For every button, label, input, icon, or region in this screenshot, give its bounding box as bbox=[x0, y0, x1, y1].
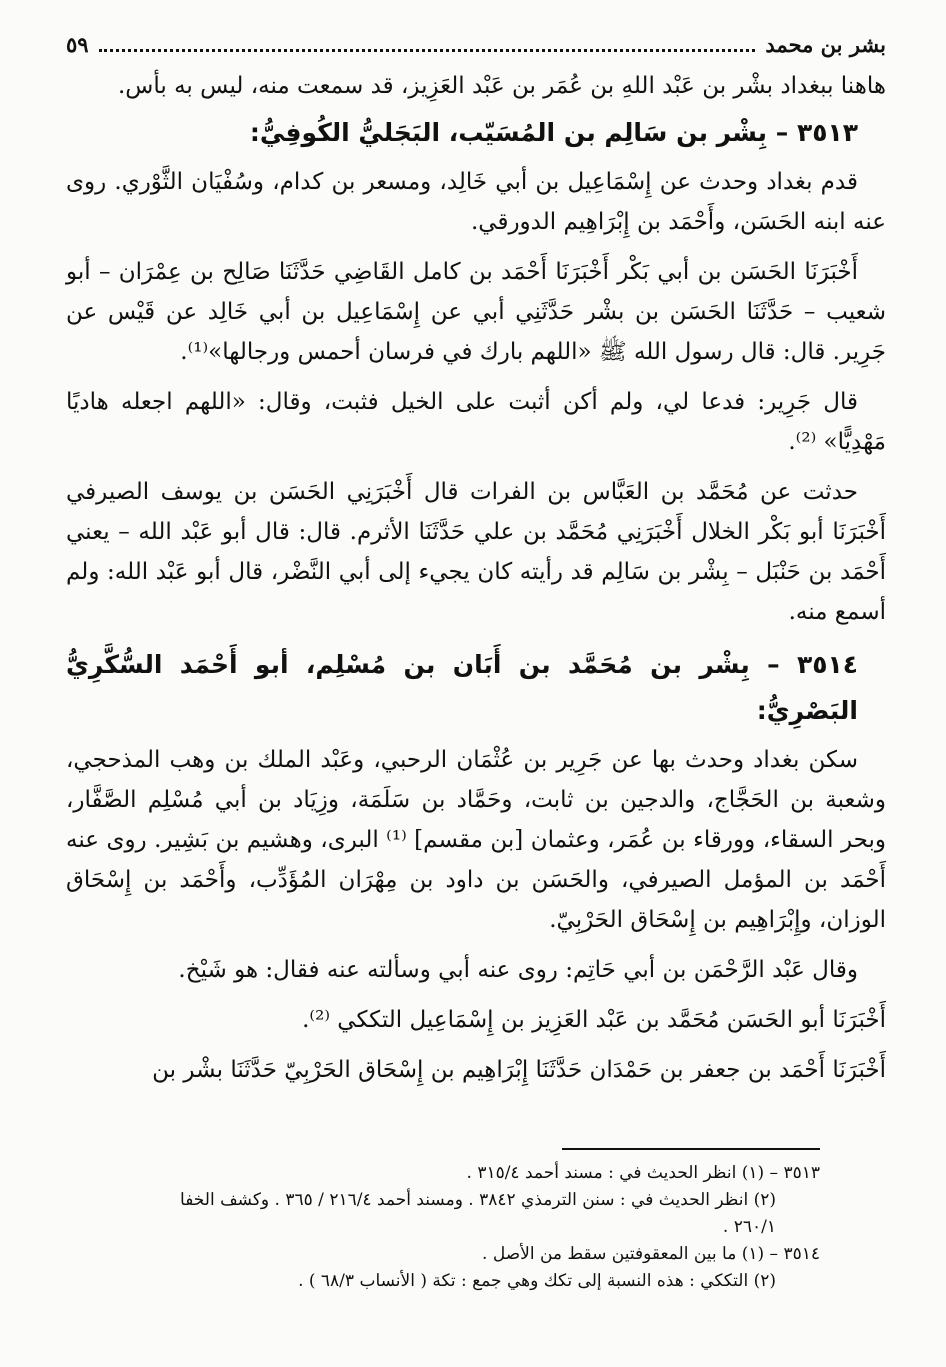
paragraph: سكن بغداد وحدث بها عن جَرِير بن عُثْمَان الرحبي، وعَبْد الملك بن وهب المذحجي، وشعبة بن الحَجَّاج، والدجين بن ثابت، وحَمَّاد بن سَلَمَة، وزِيَاد بن أبي مُسْلِم الصَّفَّار، وبحر السقاء، وورقاء بن عُمَر، وعثمان [بن مقسم] ⁽¹⁾ البرى، وهشيم بن بَشِير. روى عنه أَحْمَد بن المؤمل الصيرفي، والحَسَن بن داود بن مِهْرَان المُؤَدِّب، وأَحْمَد بن إِسْحَاق الوزان، وإِبْرَاهِيم بن إِسْحَاق الحَرْبِيّ. bbox=[66, 747, 886, 933]
running-title: بشر بن محمد bbox=[765, 31, 886, 57]
main-text bbox=[66, 66, 886, 1090]
footnote: (٢) التككي : هذه النسبة إلى تكك وهي جمع : تكة ( الأنساب ٦٨/٣ ) . bbox=[298, 1271, 776, 1291]
dotted-leader bbox=[99, 49, 756, 52]
paragraph: حدثت عن مُحَمَّد بن العَبَّاس بن الفرات قال أَخْبَرَنِي الحَسَن بن يوسف الصيرفي أَخْبَرَنَا أبو بَكْر الخلال أَخْبَرَنِي مُحَمَّد بن علي حَدَّثَنَا الأثرم. قال: قال أبو عَبْد الله – يعني أَحْمَد بن حَنْبَل – بِشْر بن سَالِم قد رأيته كان يجيء إلى أبي النَّضْر، قال أبو عَبْد الله: ولم أسمع منه. bbox=[66, 479, 886, 625]
footnotes bbox=[66, 1160, 820, 1295]
entry-heading-3513: ٣٥١٣ – بِشْر بن سَالِم بن المُسَيّب، البَجَليُّ الكُوفِيُّ: bbox=[249, 118, 858, 147]
running-header bbox=[66, 22, 886, 66]
paragraph: قال جَرِير: فدعا لي، ولم أكن أثبت على الخيل فثبت، وقال: «اللهم اجعله هاديًا مَهْدِيًّا» ⁽²⁾. bbox=[66, 389, 886, 455]
footnote: (٢) انظر الحديث في : سنن الترمذي ٣٨٤٢ . ومسند أحمد ٢١٦/٤ / ٣٦٥ . وكشف الخفا bbox=[180, 1190, 776, 1210]
paragraph: أَخْبَرَنَا أبو الحَسَن مُحَمَّد بن عَبْد العَزِيز بن إِسْمَاعِيل التككي ⁽²⁾. bbox=[302, 1007, 886, 1033]
footnote: ٣٥١٣ – (١) انظر الحديث في : مسند أحمد ٣١٥/٤ . bbox=[466, 1163, 820, 1183]
footnote-continued: ٢٦٠/١ . bbox=[722, 1217, 776, 1237]
page-number: ٥٩ bbox=[66, 31, 89, 57]
footnote-separator bbox=[562, 1148, 820, 1150]
paragraph-continued: هاهنا ببغداد بشْر بن عَبْد اللهِ بن عُمَر بن عَبْد العَزِيز، قد سمعت منه، ليس به بأس. bbox=[117, 73, 886, 99]
entry-heading-3514: ٣٥١٤ – بِشْر بن مُحَمَّد بن أَبَان بن مُسْلِم، أبو أَحْمَد السُّكَّرِيُّ البَصْرِيُّ: bbox=[66, 650, 858, 725]
paragraph: قدم بغداد وحدث عن إِسْمَاعِيل بن أبي خَالِد، ومسعر بن كدام، وسُفْيَان الثَّوْري. روى عنه ابنه الحَسَن، وأَحْمَد بن إِبْرَاهِيم الدورقي. bbox=[66, 169, 886, 235]
paragraph: أَخْبَرَنَا الحَسَن بن أبي بَكْر أَخْبَرَنَا أَحْمَد بن كامل القَاضِي حَدَّثَنَا صَالِح بن عِمْرَان – أبو شعيب – حَدَّثَنَا الحَسَن بن بشْر حَدَّثَنِي أبي عن إِسْمَاعِيل بن أبي خَالِد عن قَيْس عن جَرِير. قال: قال رسول الله ﷺ «اللهم بارك في فرسان أحمس ورجالها»⁽¹⁾. bbox=[66, 259, 886, 365]
paragraph: أَخْبَرَنَا أَحْمَد بن جعفر بن حَمْدَان حَدَّثَنَا إِبْرَاهِيم بن إِسْحَاق الحَرْبِيّ حَدَّثَنَا بشْر بن bbox=[152, 1057, 886, 1083]
paragraph: وقال عَبْد الرَّحْمَن بن أبي حَاتِم: روى عنه أبي وسألته عنه فقال: هو شَيْخ. bbox=[178, 957, 858, 983]
footnote: ٣٥١٤ – (١) ما بين المعقوفتين سقط من الأصل . bbox=[482, 1244, 820, 1264]
